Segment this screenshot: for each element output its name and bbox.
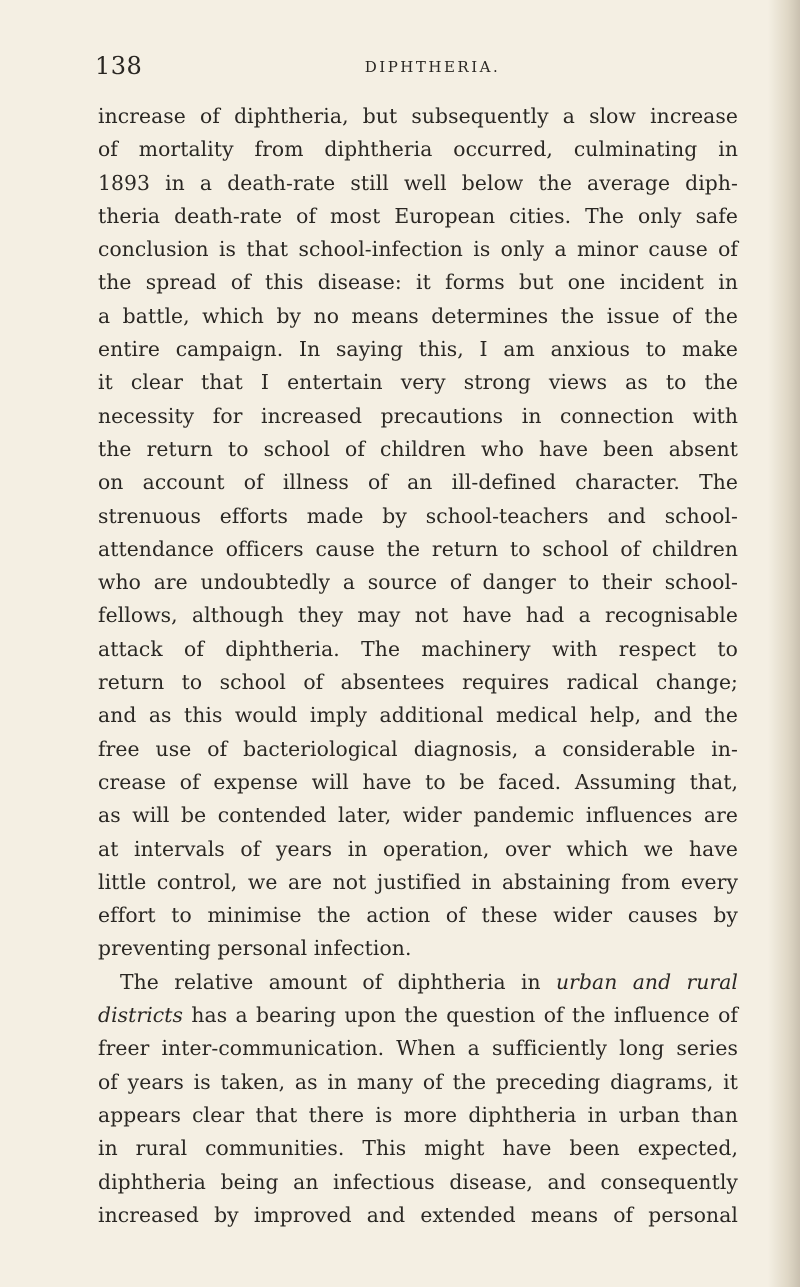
text-line: a battle, which by no means determines the issue of the [98, 303, 738, 328]
text-line: appears clear that there is more diphtheria in urban than [98, 1102, 738, 1127]
text-line: necessity for increased precautions in connection with [98, 403, 738, 428]
text-line: strenuous efforts made by school-teachers and school- [98, 503, 738, 528]
italic-text-segment: districts [98, 1003, 184, 1028]
text-line: in rural communities. This might have been expected, [98, 1136, 738, 1161]
text-line: as will be contended later, wider pandemic influences are [98, 803, 738, 828]
page-number: 138 [95, 52, 143, 80]
text-line: theria death-rate of most European cities. The only safe [98, 203, 738, 228]
text-line: conclusion is that school-infection is only a minor cause of [98, 237, 738, 262]
text-line: free use of bacteriological diagnosis, a considerable in- [98, 736, 738, 761]
text-line: at intervals of years in operation, over which we have [98, 836, 738, 861]
text-line: who are undoubtedly a source of danger to their school- [98, 570, 738, 595]
paragraph-2-second-line [98, 999, 738, 1032]
running-head [95, 52, 730, 92]
text-line: freer inter-communication. When a sufficiently long series [98, 1036, 738, 1061]
text-line: it clear that I entertain very strong views as to the [98, 370, 738, 395]
text-line: of mortality from diphtheria occurred, culminating in [98, 137, 738, 162]
text-segment: The relative amount of diphtheria in [120, 969, 557, 994]
text-line: and as this would imply additional medical help, and the [98, 703, 738, 728]
text-line: 1893 in a death-rate still well below the average diph- [98, 170, 738, 195]
text-segment: has a bearing upon the question of the influence of [183, 1003, 738, 1028]
text-line: the return to school of children who have been absent [98, 436, 738, 461]
text-line: of years is taken, as in many of the preceding diagrams, it [98, 1069, 738, 1094]
text-line: on account of illness of an ill-defined character. The [98, 470, 738, 495]
text-line: fellows, although they may not have had a recognisable [98, 603, 738, 628]
text-line: crease of expense will have to be faced. Assuming that, [98, 769, 738, 794]
text-line: increase of diphtheria, but subsequently a slow increase [98, 104, 738, 128]
text-line: increased by improved and extended means of personal [98, 1202, 738, 1227]
text-line: attack of diphtheria. The machinery with respect to [98, 636, 738, 661]
text-line: entire campaign. In saying this, I am anxious to make [98, 337, 738, 362]
text-line: little control, we are not justified in abstaining from every [98, 869, 738, 894]
text-line: attendance officers cause the return to school of children [98, 536, 738, 561]
text-line: the spread of this disease: it forms but one incident in [98, 270, 738, 295]
italic-text-segment: urban and rural [556, 969, 738, 994]
body-text [98, 100, 738, 1232]
text-line: effort to minimise the action of these wider causes by [98, 903, 738, 928]
text-line-paragraph-end: preventing personal infection. [98, 936, 412, 961]
text-line: diphtheria being an infectious disease, and consequently [98, 1169, 738, 1194]
text-line: return to school of absentees requires radical change; [98, 670, 738, 695]
paragraph-2-first-line [98, 966, 738, 999]
running-title: DIPHTHERIA. [364, 58, 501, 76]
